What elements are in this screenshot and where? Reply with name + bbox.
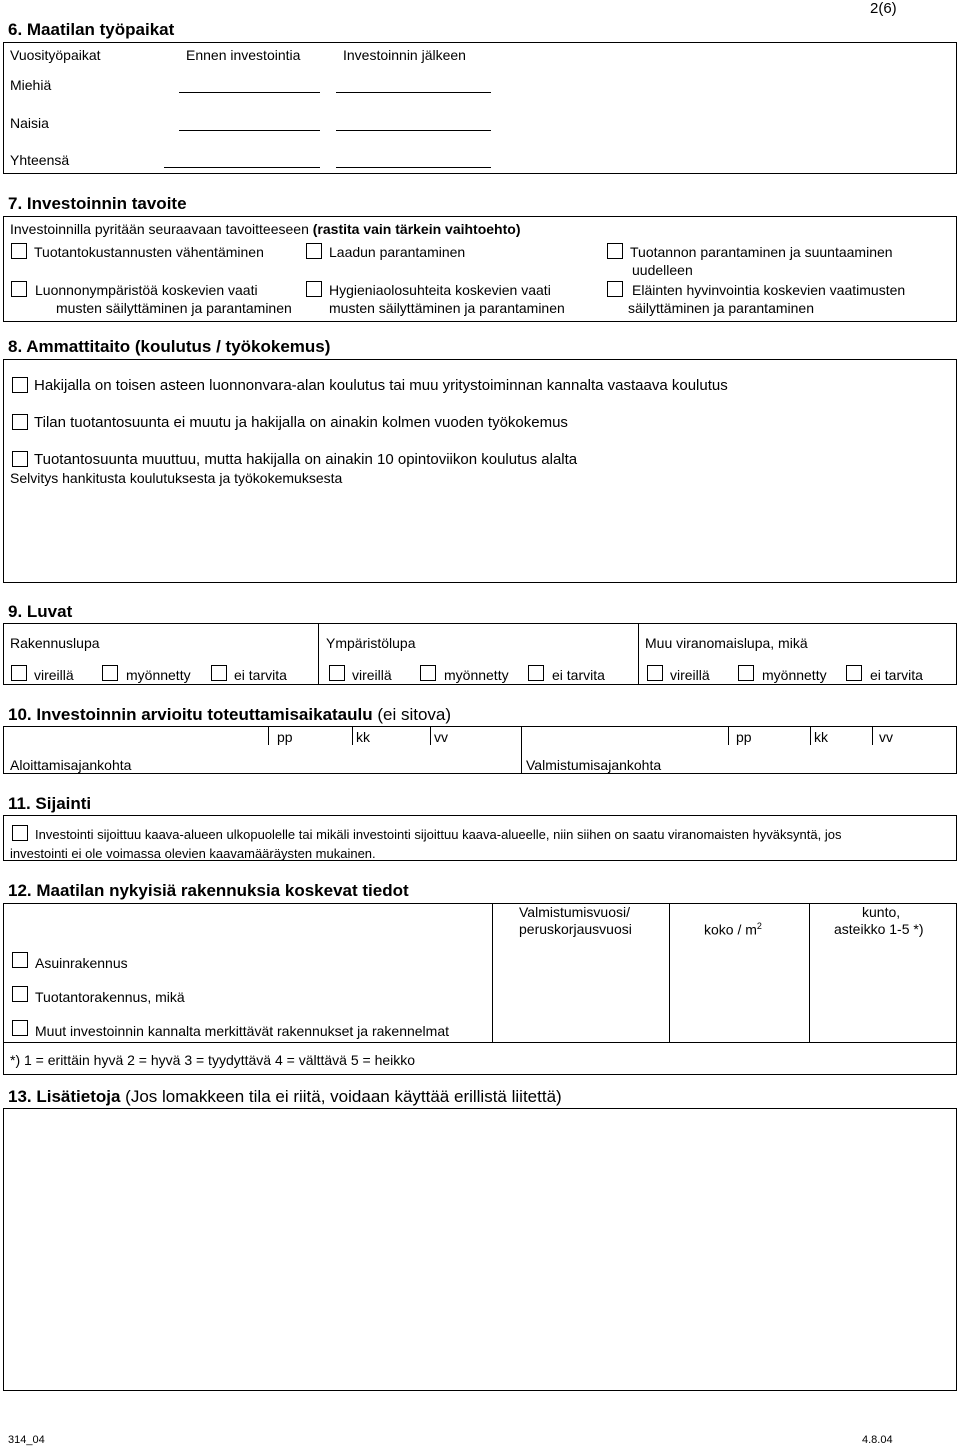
label-start-kk: kk: [356, 729, 370, 745]
checkbox-koulutus[interactable]: [12, 377, 28, 393]
divider: [318, 624, 319, 684]
section-13-title-rest: (Jos lomakkeen tila ei riitä, voidaan käyttää erillistä liitettä): [120, 1087, 562, 1106]
checkbox-ymparistolupa-vireilla[interactable]: [329, 665, 345, 681]
label-elainten-a: Eläinten hyvinvointia koskevien vaatimusten: [632, 282, 906, 298]
header-size-text: koko / m: [704, 921, 757, 938]
section-10-box: [3, 726, 957, 774]
checkbox-muu-lupa-vireilla[interactable]: [647, 665, 663, 681]
label-muut-rakennukset: Muut investoinnin kannalta merkittävät rakennukset ja rakennelmat: [35, 1023, 449, 1039]
label-tuotantorakennus: Tuotantorakennus, mikä: [35, 989, 185, 1005]
section-10-title: [8, 705, 451, 725]
label-tuotantosuunta-muuttuu: Tuotantosuunta muuttuu, mutta hakijalla on ainakin 10 opintoviikon koulutus alalta: [34, 451, 578, 468]
page-number: 2(6): [870, 0, 897, 17]
header-cond-b: asteikko 1-5 *): [834, 921, 924, 937]
header-year-a: Valmistumisvuosi/: [519, 904, 630, 920]
miehia-after-field[interactable]: [336, 92, 491, 93]
divider: [810, 727, 811, 745]
naisia-before-field[interactable]: [179, 130, 320, 131]
checkbox-ymparistolupa-myonnetty[interactable]: [420, 665, 436, 681]
selvitys-textarea[interactable]: [8, 490, 952, 580]
checkbox-rakennuslupa-myonnetty[interactable]: [102, 665, 118, 681]
checkbox-laatu[interactable]: [306, 243, 322, 259]
section-10-title-rest: (ei sitova): [372, 705, 452, 724]
checkbox-sijainti[interactable]: [12, 825, 28, 841]
header-size-sup: 2: [756, 921, 762, 931]
section-9-title: 9. Luvat: [8, 602, 73, 621]
section-7-title: 7. Investoinnin tavoite: [8, 194, 187, 213]
section-6-title: 6. Maatilan työpaikat: [8, 20, 175, 39]
miehia-before-field[interactable]: [179, 92, 320, 93]
label-selvitys: Selvitys hankitusta koulutuksesta ja työkokemuksesta: [10, 470, 343, 486]
label-tuotanto-b: uudelleen: [632, 262, 693, 278]
checkbox-rakennuslupa-ei-tarvita[interactable]: [211, 665, 227, 681]
checkbox-tuotantorakennus[interactable]: [12, 986, 28, 1002]
label-tyokokemus: Tilan tuotantosuunta ei muutu ja hakijalla on ainakin kolmen vuoden työkokemus: [34, 414, 568, 431]
divider: [809, 904, 810, 1042]
section-11-box: [3, 815, 957, 861]
yhteensa-after-field[interactable]: [336, 167, 491, 168]
label-myonnetty: myönnetty: [762, 667, 827, 683]
label-rakennuslupa: Rakennuslupa: [10, 635, 100, 651]
section-7-box: [3, 216, 957, 322]
row-label-yhteensa: Yhteensä: [10, 152, 70, 168]
section-12-box: [3, 903, 957, 1075]
checkbox-tuotantokustannukset[interactable]: [11, 243, 27, 259]
divider: [430, 727, 431, 745]
section-13-title-bold: 13. Lisätietoja: [8, 1087, 121, 1106]
divider: [4, 1042, 956, 1043]
section-13-title: [8, 1087, 562, 1107]
checkbox-muu-lupa-myonnetty[interactable]: [738, 665, 754, 681]
label-muu-lupa: Muu viranomaislupa, mikä: [645, 635, 808, 651]
label-start-pp: pp: [277, 729, 293, 745]
checkbox-hygienia[interactable]: [306, 281, 322, 297]
label-ei-tarvita: ei tarvita: [870, 667, 923, 683]
section-11-title: 11. Sijainti: [8, 794, 92, 813]
label-laatu: Laadun parantaminen: [329, 244, 466, 260]
label-luonnonymparisto-b: musten säilyttäminen ja parantaminen: [56, 300, 292, 316]
checkbox-tuotanto[interactable]: [607, 243, 623, 259]
start-date-field[interactable]: [269, 746, 519, 772]
divider: [638, 624, 639, 684]
divider: [872, 727, 873, 745]
divider: [268, 727, 269, 745]
checkbox-tuotantosuunta-muuttuu[interactable]: [12, 451, 28, 467]
label-valmistumisajankohta: Valmistumisajankohta: [526, 757, 662, 773]
label-tuotanto-a: Tuotannon parantaminen ja suuntaaminen: [630, 244, 893, 260]
intro-text: Investoinnilla pyritään seuraavaan tavoitteeseen: [10, 221, 309, 237]
col-label-before: Ennen investointia: [186, 47, 301, 63]
divider: [492, 904, 493, 1042]
section-6-box: [3, 42, 957, 174]
section-12-title: 12. Maatilan nykyisiä rakennuksia koskevat tiedot: [8, 881, 409, 900]
section-9-box: [3, 623, 957, 685]
label-myonnetty: myönnetty: [126, 667, 191, 683]
label-vireilla: vireillä: [352, 667, 392, 683]
checkbox-ymparistolupa-ei-tarvita[interactable]: [528, 665, 544, 681]
section-10-title-bold: 10. Investoinnin arvioitu toteuttamisaikataulu: [8, 705, 373, 724]
label-tuotantokustannukset: Tuotantokustannusten vähentäminen: [34, 244, 264, 260]
checkbox-tyokokemus[interactable]: [12, 414, 28, 430]
label-sijainti-1: Investointi sijoittuu kaava-alueen ulkopuolelle tai mikäli investointi sijoittuu kaava-alueelle, niin siihen on saatu viranomaisten hyväksyntä, jos: [35, 827, 842, 842]
footnote-kunto: *) 1 = erittäin hyvä 2 = hyvä 3 = tyydyttävä 4 = välttävä 5 = heikko: [10, 1052, 416, 1068]
label-start-vv: vv: [434, 729, 448, 745]
col-label-after: Investoinnin jälkeen: [343, 47, 466, 63]
label-myonnetty: myönnetty: [444, 667, 509, 683]
checkbox-muut-rakennukset[interactable]: [12, 1020, 28, 1036]
label-end-pp: pp: [736, 729, 752, 745]
header-cond-a: kunto,: [862, 904, 901, 920]
label-end-vv: vv: [879, 729, 893, 745]
label-elainten-b: säilyttäminen ja parantaminen: [628, 300, 814, 316]
section-7-intro: [10, 221, 520, 237]
footer-form-code: 314_04: [8, 1434, 45, 1446]
yhteensa-before-field[interactable]: [164, 167, 320, 168]
label-ei-tarvita: ei tarvita: [552, 667, 605, 683]
naisia-after-field[interactable]: [336, 130, 491, 131]
label-asuinrakennus: Asuinrakennus: [35, 955, 128, 971]
section-8-box: [3, 359, 957, 583]
label-ei-tarvita: ei tarvita: [234, 667, 287, 683]
end-date-field[interactable]: [729, 746, 955, 772]
checkbox-muu-lupa-ei-tarvita[interactable]: [846, 665, 862, 681]
footer-date: 4.8.04: [862, 1434, 893, 1446]
divider: [669, 904, 670, 1042]
lisatietoja-textarea[interactable]: [3, 1108, 957, 1391]
divider: [521, 727, 522, 773]
label-koulutus: Hakijalla on toisen asteen luonnonvara-alan koulutus tai muu yritystoiminnan kannalta vastaava koulutus: [34, 377, 728, 394]
label-luonnonymparisto-a: Luonnonympäristöä koskevien vaati: [35, 282, 258, 298]
divider: [728, 727, 729, 745]
label-sijainti-2: investointi ei ole voimassa olevien kaavamääräysten mukainen.: [10, 846, 376, 861]
checkbox-rakennuslupa-vireilla[interactable]: [11, 665, 27, 681]
intro-bold-text: (rastita vain tärkein vaihtoehto): [312, 221, 521, 237]
row-label-miehia: Miehiä: [10, 77, 52, 93]
section-8-title: 8. Ammattitaito (koulutus / työkokemus): [8, 337, 331, 356]
row-label-naisia: Naisia: [10, 115, 49, 131]
checkbox-asuinrakennus[interactable]: [12, 952, 28, 968]
label-ymparistolupa: Ympäristölupa: [326, 635, 416, 651]
label-vireilla: vireillä: [670, 667, 710, 683]
checkbox-elainten-hyvinvointi[interactable]: [607, 281, 623, 297]
header-year-b: peruskorjausvuosi: [519, 921, 632, 937]
divider: [352, 727, 353, 745]
label-vireilla: vireillä: [34, 667, 74, 683]
checkbox-luonnonymparisto[interactable]: [11, 281, 27, 297]
col-label-vuosityopaikat: Vuosityöpaikat: [10, 47, 101, 63]
label-hygienia-b: musten säilyttäminen ja parantaminen: [329, 300, 565, 316]
label-aloittamisajankohta: Aloittamisajankohta: [10, 757, 132, 773]
header-size: [704, 921, 762, 938]
label-hygienia-a: Hygieniaolosuhteita koskevien vaati: [329, 282, 551, 298]
label-end-kk: kk: [814, 729, 828, 745]
